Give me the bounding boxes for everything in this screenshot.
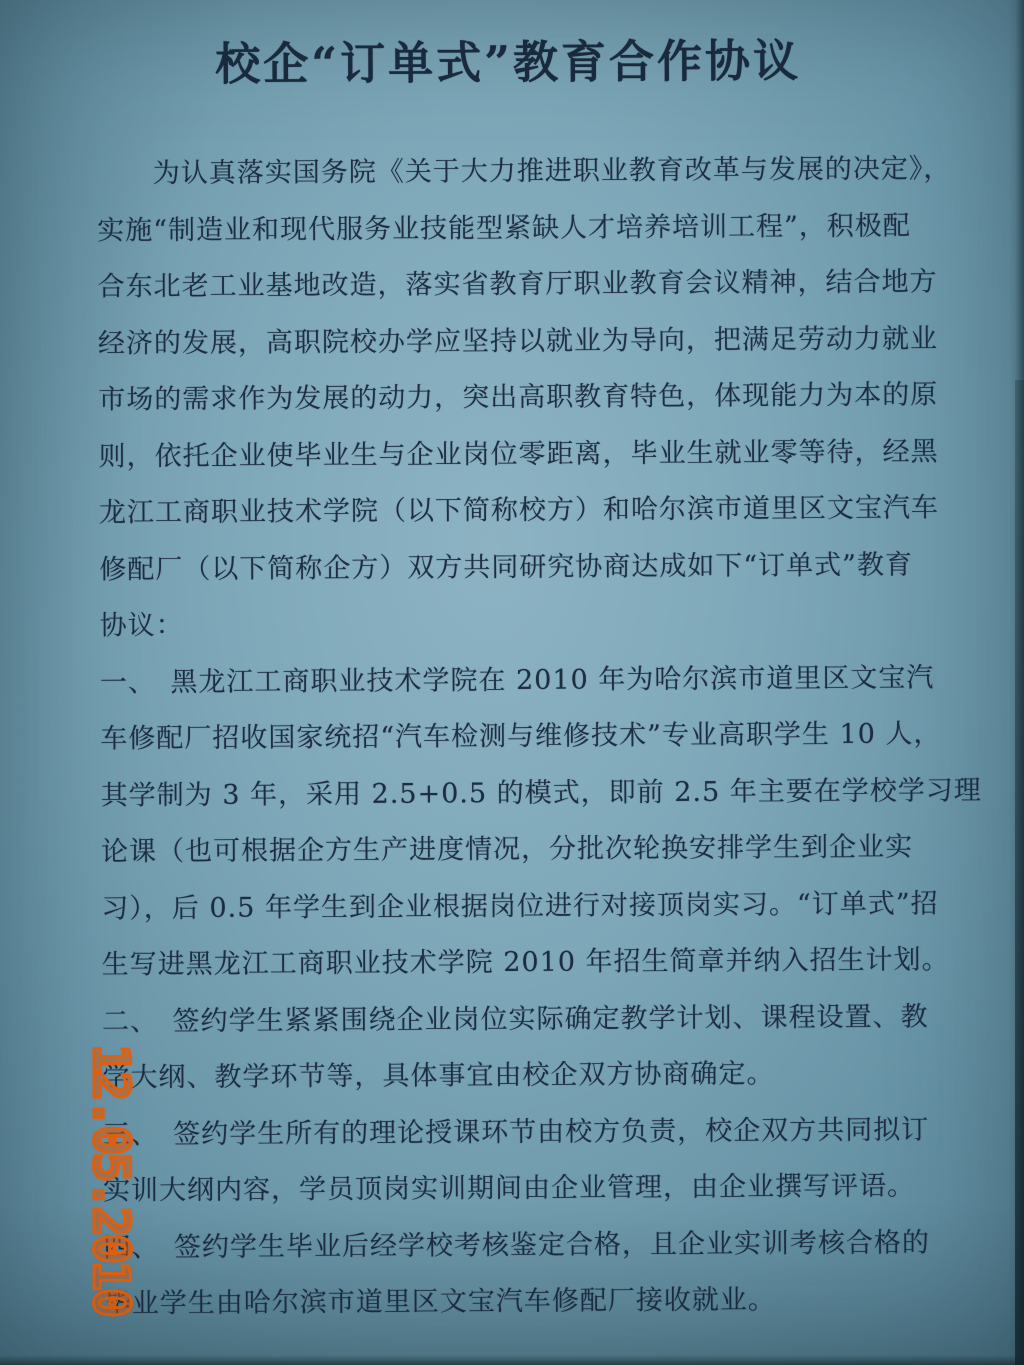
text-line-item-2: 二、 签约学生紧紧围绕企业岗位实际确定教学计划、课程设置、教: [101, 1000, 929, 1038]
text-line: 习），后 0.5 年学生到企业根据岗位进行对接顶岗实习。“订单式”招: [101, 887, 939, 925]
text-line: 修配厂（以下简称企方）双方共同研究协商达成如下“订单式”教育: [99, 549, 913, 586]
text-line: 实训大纲内容，学员顶岗实训期间由企业管理，由企业撰写评语。: [103, 1170, 916, 1207]
document-title: 校企“订单式”教育合作协议: [215, 34, 802, 91]
text-line: 毕业学生由哈尔滨市道里区文宝汽车修配厂接收就业。: [103, 1284, 776, 1320]
text-line: 生写进黑龙江工商职业技术学院 2010 年招生简章并纳入招生计划。: [101, 944, 950, 981]
camera-date-stamp: 12.05.2010: [82, 1044, 140, 1316]
text-line-item-4: 四、 签约学生毕业后经学校考核鉴定合格，且企业实训考核合格的: [103, 1226, 931, 1264]
text-line: 学大纲、教学环节等，具体事宜由校企双方协商确定。: [102, 1058, 775, 1094]
text-line-item-3: 三、 签约学生所有的理论授课环节由校方负责，校企双方共同拟订: [102, 1113, 930, 1151]
text-line: 为认真落实国务院《关于大力推进职业教育改革与发展的决定》，: [152, 153, 952, 190]
text-line: 龙江工商职业技术学院（以下简称校方）和哈尔滨市道里区文宝汽车: [98, 492, 940, 529]
text-line: 合东北老工业基地改造，落实省教育厅职业教育会议精神，结合地方: [97, 266, 938, 303]
text-line: 实施“制造业和现代服务业技能型紧缺人才培养培训工程”，积极配: [97, 210, 911, 247]
text-line: 其学制为 3 年，采用 2.5+0.5 的模式，即前 2.5 年主要在学校学习理: [100, 774, 982, 812]
text-line: 则，依托企业使毕业生与企业岗位零距离，毕业生就业零等待，经黑: [98, 435, 939, 473]
text-line: 车修配厂招收国家统招“汽车检测与维修技术”专业高职学生 10 人，: [100, 718, 942, 755]
text-line: 论课（也可根据企方生产进度情况，分批次轮换安排学生到企业实: [100, 831, 914, 868]
text-line: 经济的发展，高职院校办学应坚持以就业为导向，把满足劳动力就业: [97, 322, 939, 360]
text-line-item-1: 一、 黑龙江工商职业技术学院在 2010 年为哈尔滨市道里区文宝汽: [99, 661, 935, 699]
text-line: 市场的需求作为发展的动力，突出高职教育特色，体现能力为本的原: [98, 379, 939, 416]
body-text: [97, 141, 982, 1333]
text-line: 协议：: [99, 610, 184, 642]
